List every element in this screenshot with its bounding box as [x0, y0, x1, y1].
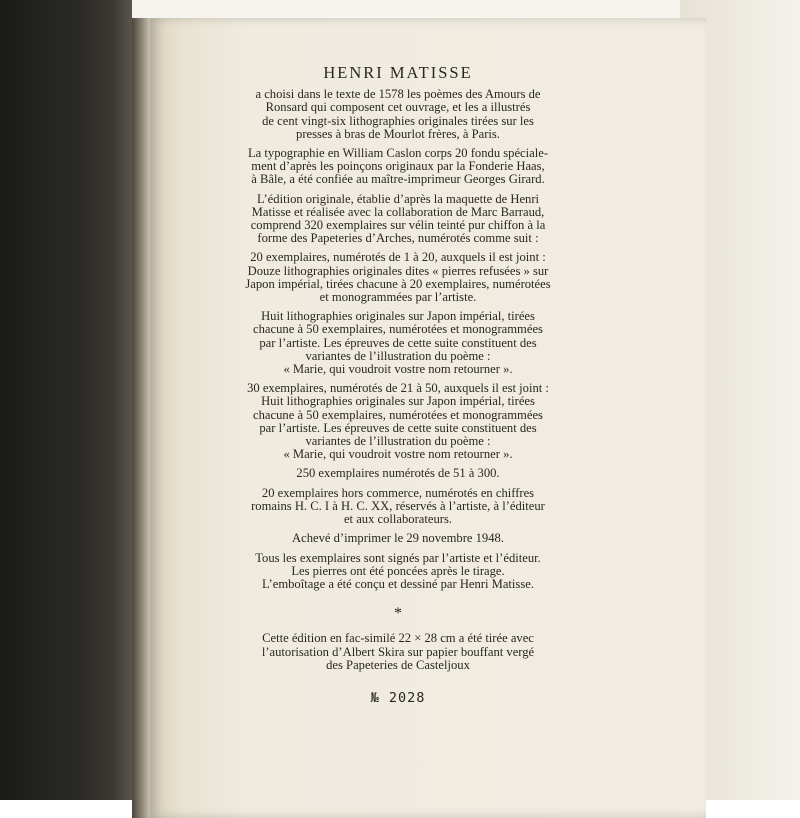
text-line: Huit lithographies originales sur Japon impérial, tirées — [261, 309, 535, 324]
text-line: et aux collaborateurs. — [343, 512, 453, 527]
text-line: « Marie, qui voudroit vostre nom retourner ». — [283, 447, 513, 462]
text-line: et monogrammées par l’artiste. — [319, 290, 477, 305]
text-line: 250 exemplaires numérotés de 51 à 300. — [296, 466, 500, 481]
text-line: Cette édition en fac-similé 22 × 28 cm a été tirée avec — [262, 631, 534, 646]
text-line: Ronsard qui composent cet ouvrage, et les a illustrés — [265, 100, 531, 115]
text-line: à Bâle, a été confiée au maître-imprimeur Georges Girard. — [251, 172, 545, 187]
colophon-title: HENRI MATISSE — [323, 63, 473, 82]
text-line: Douze lithographies originales dites « pierres refusées » sur — [247, 263, 549, 278]
text-line: par l’artiste. Les épreuves de cette suite constituent des — [259, 335, 537, 350]
text-line: Matisse et réalisée avec la collaboration de Marc Barraud, — [251, 204, 545, 219]
text-line: 20 exemplaires hors commerce, numérotés en chiffres — [261, 485, 535, 500]
text-line: chacune à 50 exemplaires, numérotées et monogrammées — [253, 407, 543, 422]
text-line: des Papeteries de Casteljoux — [326, 657, 470, 672]
text-line: Huit lithographies originales sur Japon impérial, tirées — [261, 394, 535, 409]
text-line: variantes de l’illustration du poème : — [305, 348, 491, 363]
dark-background-left — [0, 0, 132, 800]
text-line: par l’artiste. Les épreuves de cette suite constituent des — [259, 420, 537, 435]
colophon-paragraph — [240, 552, 556, 592]
text-line: Achevé d’imprimer le 29 novembre 1948. — [292, 531, 504, 546]
book-gutter — [132, 18, 150, 818]
colophon-paragraph — [240, 193, 556, 246]
colophon-paragraph — [240, 467, 556, 480]
text-line: de cent vingt-six lithographies originales tirées sur les — [262, 113, 534, 128]
text-line: Tous les exemplaires sont signés par l’artiste et l’éditeur. — [255, 550, 541, 565]
text-line: Japon impérial, tirées chacune à 20 exemplaires, numérotées — [245, 276, 551, 291]
copy-number: № 2028 — [370, 689, 426, 706]
text-line: L’édition originale, établie d’après la maquette de Henri — [256, 191, 540, 206]
text-line: 20 exemplaires, numérotés de 1 à 20, auxquels il est joint : — [250, 250, 546, 265]
text-line: « Marie, qui voudroit vostre nom retourner ». — [283, 362, 513, 377]
colophon-paragraph — [240, 88, 556, 141]
colophon-paragraph — [240, 251, 556, 304]
text-line: presses à bras de Mourlot frères, à Paris. — [296, 126, 500, 141]
text-line: l’autorisation d’Albert Skira sur papier bouffant vergé — [261, 644, 535, 659]
text-line: La typographie en William Caslon corps 20 fondu spéciale- — [247, 146, 549, 161]
facsimile-note — [240, 632, 556, 672]
colophon-text — [240, 63, 556, 706]
text-line: 30 exemplaires, numérotés de 21 à 50, auxquels il est joint : — [247, 381, 549, 396]
text-line: a choisi dans le texte de 1578 les poèmes des Amours de — [255, 87, 541, 102]
text-line: chacune à 50 exemplaires, numérotées et monogrammées — [253, 322, 543, 337]
text-line: forme des Papeteries d’Arches, numérotés comme suit : — [257, 231, 539, 246]
colophon-paragraph — [240, 487, 556, 527]
colophon-paragraph — [240, 532, 556, 545]
text-line: L’emboîtage a été conçu et dessiné par Henri Matisse. — [262, 576, 534, 591]
text-line: Les pierres ont été poncées après le tirage. — [291, 563, 505, 578]
text-line: romains H. C. I à H. C. XX, réservés à l’artiste, à l’éditeur — [251, 498, 545, 513]
separator-asterisk: * — [394, 605, 402, 623]
text-line: comprend 320 exemplaires sur vélin teinté pur chiffon à la — [250, 218, 546, 233]
colophon-paragraph — [240, 310, 556, 376]
colophon-paragraph — [240, 382, 556, 461]
text-line: variantes de l’illustration du poème : — [305, 434, 491, 449]
text-line: ment d’après les poinçons originaux par la Fonderie Haas, — [251, 159, 545, 174]
colophon-paragraph — [240, 147, 556, 187]
colophon-paragraphs — [240, 88, 556, 591]
